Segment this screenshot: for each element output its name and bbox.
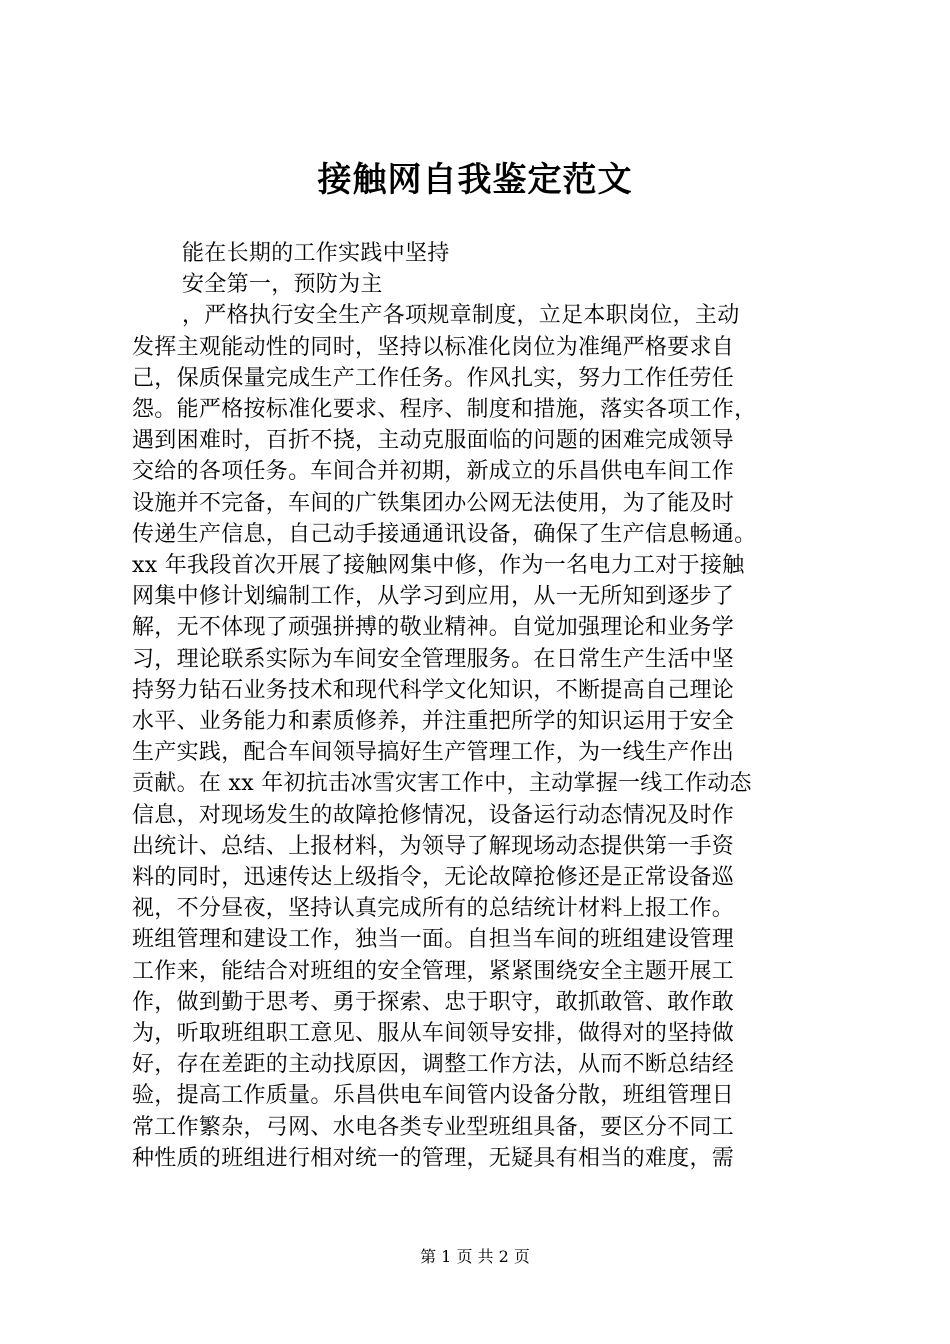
text-line: 遇到困难时，百折不挠，主动克服面临的问题的困难完成领导 — [132, 428, 735, 454]
text-line: 传递生产信息，自己动手接通通讯设备，确保了生产信息畅通。 — [132, 521, 757, 547]
text-line: 设施并不完备，车间的广铁集团办公网无法使用，为了能及时 — [132, 490, 735, 516]
page-title: 接触网自我鉴定范文 — [317, 160, 633, 200]
text-line: 验，提高工作质量。乐昌供电车间管内设备分散，班组管理日 — [132, 1083, 735, 1109]
text-line: xx 年我段首次开展了接触网集中修，作为一名电力工对于接触 — [132, 553, 745, 579]
text-line: 视，不分昼夜，坚持认真完成所有的总结统计材料上报工作。 — [132, 896, 735, 922]
text-line: 种性质的班组进行相对统一的管理，无疑具有相当的难度，需 — [132, 1145, 735, 1171]
document-body — [132, 238, 832, 1174]
text-line: 信息，对现场发生的故障抢修情况，设备运行动态情况及时作 — [132, 802, 735, 828]
page-number-footer: 第 1 页 共 2 页 — [420, 1247, 530, 1266]
text-line: 水平、业务能力和素质修养，并注重把所学的知识运用于安全 — [132, 709, 735, 735]
text-line: 生产实践，配合车间领导搞好生产管理工作，为一线生产作出 — [132, 740, 735, 766]
text-line: 料的同时，迅速传达上级指令，无论故障抢修还是正常设备巡 — [132, 865, 735, 891]
text-line: 网集中修计划编制工作，从学习到应用，从一无所知到逐步了 — [132, 584, 735, 610]
text-line: 常工作繁杂，弓网、水电各类专业型班组具备，要区分不同工 — [132, 1114, 735, 1140]
text-line: 交给的各项任务。车间合并初期，新成立的乐昌供电车间工作 — [132, 459, 735, 485]
text-line: 能在长期的工作实践中坚持 — [182, 241, 450, 266]
text-line: 为，听取班组职工意见、服从车间领导安排，做得对的坚持做 — [132, 1021, 735, 1047]
text-line: 作，做到勤于思考、勇于探索、忠于职守，敢抓敢管、敢作敢 — [132, 989, 735, 1015]
text-line: 出统计、总结、上报材料，为领导了解现场动态提供第一手资 — [132, 833, 735, 859]
text-line: 持努力钻石业务技术和现代科学文化知识，不断提高自己理论 — [132, 677, 735, 703]
text-line: 习，理论联系实际为车间安全管理服务。在日常生产生活中坚 — [132, 646, 735, 672]
text-line: 发挥主观能动性的同时，坚持以标准化岗位为准绳严格要求自 — [132, 334, 735, 360]
text-line: 解，无不体现了顽强拼搏的敬业精神。自觉加强理论和业务学 — [132, 615, 735, 641]
text-line: 工作来，能结合对班组的安全管理，紧紧围绕安全主题开展工 — [132, 958, 735, 984]
text-line: ，严格执行安全生产各项规章制度，立足本职岗位，主动 — [182, 303, 740, 329]
text-line: 贡献。在 xx 年初抗击冰雪灾害工作中，主动掌握一线工作动态 — [132, 771, 752, 797]
text-line: 班组管理和建设工作，独当一面。自担当车间的班组建设管理 — [132, 927, 735, 953]
text-line: 好，存在差距的主动找原因，调整工作方法，从而不断总结经 — [132, 1052, 735, 1078]
text-line: 怨。能严格按标准化要求、程序、制度和措施，落实各项工作， — [132, 397, 757, 423]
text-line: 安全第一，预防为主 — [182, 272, 383, 298]
text-line: 己，保质保量完成生产工作任务。作风扎实，努力工作任劳任 — [132, 365, 735, 391]
